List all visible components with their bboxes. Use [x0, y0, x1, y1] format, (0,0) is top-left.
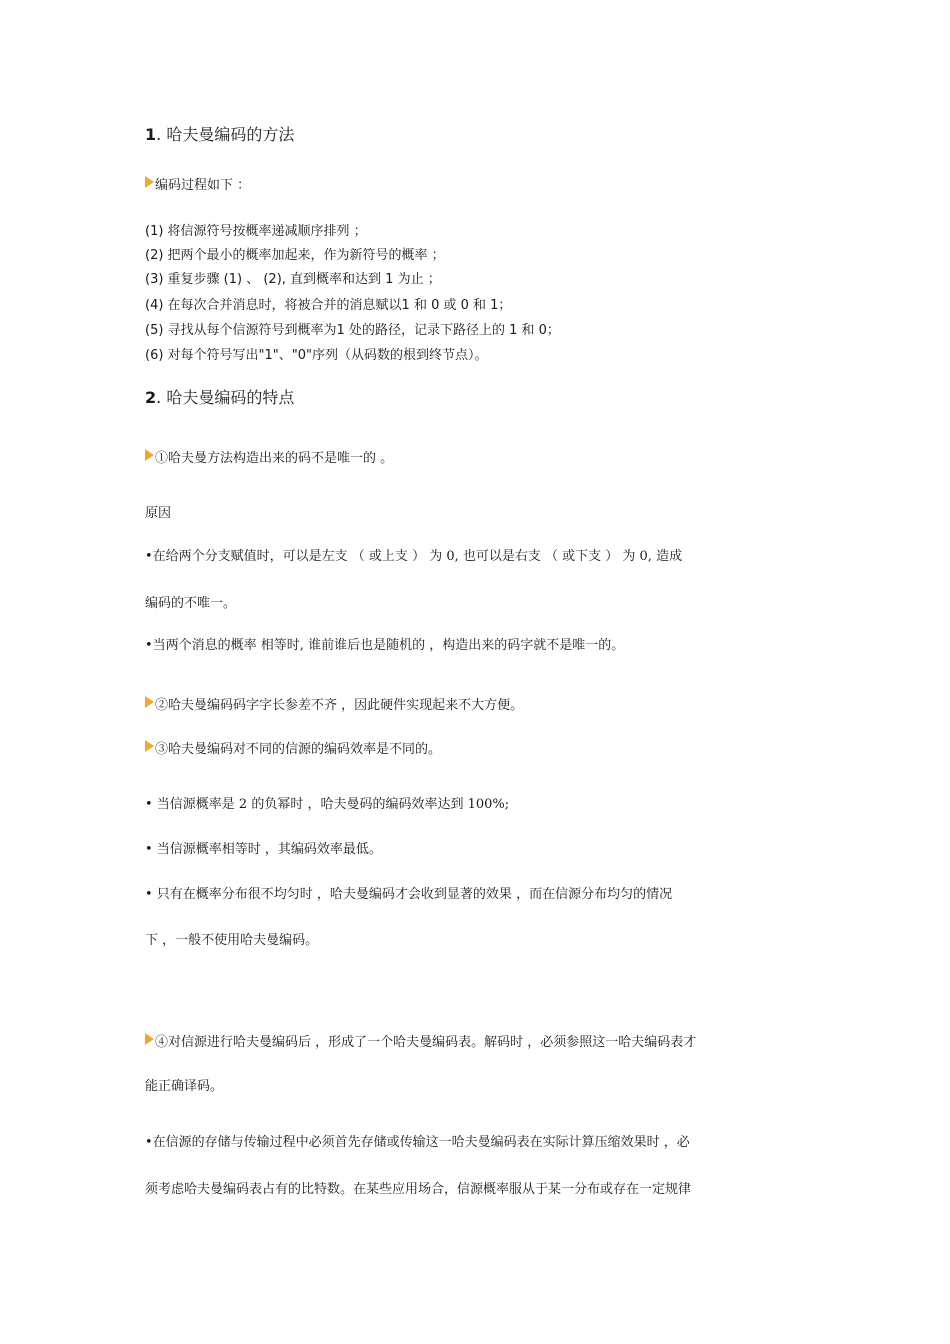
section2-heading [145, 387, 294, 409]
reason-label: 原因 [145, 506, 172, 521]
triangle-bullet-icon [145, 449, 154, 461]
step-6: (6) 对每个符号写出"1"、"0"序列（从码数的根到终节点）。 [145, 348, 488, 363]
step-3: (3) 重复步骤 (1) 、 (2), 直到概率和达到 1 为止 ； [145, 272, 441, 287]
reason-1-line-2: 编码的不唯一。 [145, 596, 237, 611]
step-4: (4) 在每次合并消息时，将被合并的消息赋以1 和 0 或 0 和 1； [145, 298, 512, 313]
triangle-bullet-icon [145, 740, 154, 752]
feature-point-3: ③哈夫曼编码对不同的信源的编码效率是不同的。 [145, 740, 441, 759]
feature-point-4-line-2: 能正确译码。 [145, 1079, 224, 1094]
efficiency-bullet-3-line-1: • 只有在概率分布很不均匀时 ，哈夫曼编码才会收到显著的效果 ，而在信源分布均匀的情况 [145, 887, 673, 902]
reason-1-line-1: •在给两个分支赋值时，可以是左支 （ 或上支 ） 为 0, 也可以是右支 （ 或下支 ） 为 0, 造成 [145, 549, 683, 564]
efficiency-bullet-2: • 当信源概率相等时 ，其编码效率最低。 [145, 842, 382, 857]
step-1: (1) 将信源符号按概率递减顺序排列 ； [145, 224, 367, 239]
reason-2: •当两个消息的概率 相等时, 谁前谁后也是随机的 ，构造出来的码字就不是唯一的。 [145, 638, 625, 653]
triangle-bullet-icon [145, 176, 154, 188]
feature-point-2: ②哈夫曼编码码字字长参差不齐 ，因此硬件实现起来不大方便。 [145, 696, 523, 715]
feature-point-1: ①哈夫曼方法构造出来的码不是唯一的 。 [145, 449, 393, 468]
triangle-bullet-icon [145, 1033, 154, 1045]
step-2: (2) 把两个最小的概率加起来，作为新符号的概率 ； [145, 248, 445, 263]
storage-note-line-1: •在信源的存储与传输过程中必须首先存储或传输这一哈夫曼编码表在实际计算压缩效果时 ，必 [145, 1135, 690, 1150]
feature-point-4-line-1: ④对信源进行哈夫曼编码后 ，形成了一个哈夫曼编码表。解码时 ，必须参照这一哈夫编码表才 [145, 1033, 696, 1052]
section2-number: 2 [145, 388, 157, 407]
triangle-bullet-icon [145, 696, 154, 708]
storage-note-line-2: 须考虑哈夫曼编码表占有的比特数。在某些应用场合，信源概率服从于某一分布或存在一定规律 [145, 1182, 692, 1197]
section1-heading [145, 124, 294, 146]
efficiency-bullet-1: • 当信源概率是 2 的负幂时 ，哈夫曼码的编码效率达到 100%; [145, 797, 510, 812]
section2-title: . 哈夫曼编码的特点 [156, 388, 295, 407]
section1-title: . 哈夫曼编码的方法 [156, 125, 295, 144]
process-intro: 编码过程如下 ： [145, 176, 250, 195]
section1-number: 1 [145, 125, 157, 144]
step-5: (5) 寻找从每个信源符号到概率为1 处的路径，记录下路径上的 1 和 0； [145, 323, 560, 338]
efficiency-bullet-3-line-2: 下 ，一般不使用哈夫曼编码。 [145, 933, 319, 948]
